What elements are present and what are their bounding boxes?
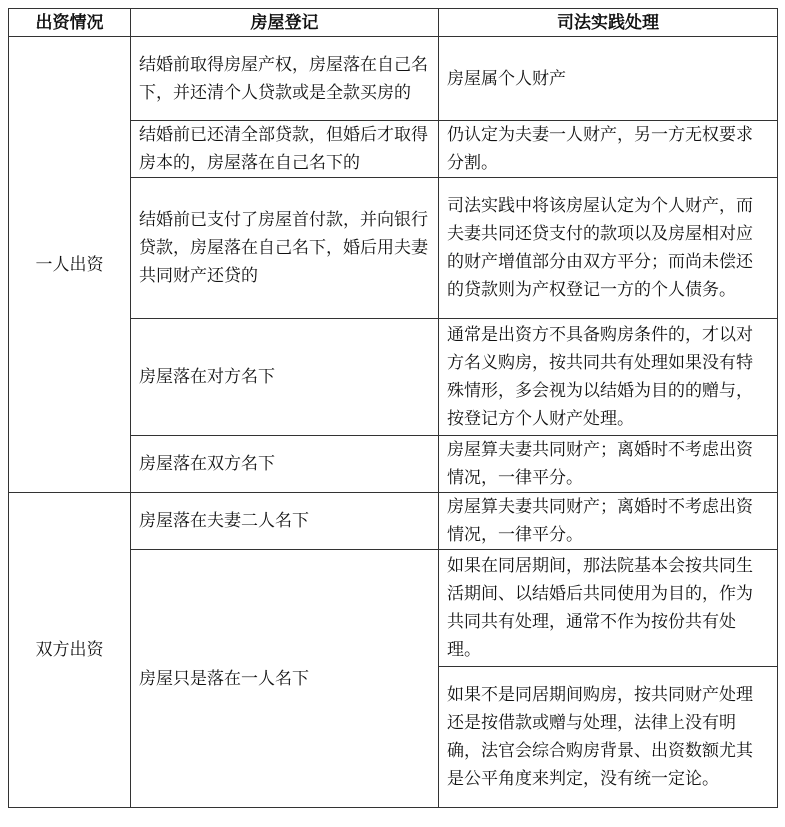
header-row: [9, 9, 778, 37]
table-row: [9, 37, 778, 121]
treatment-cell: 如果不是同居期间购房，按共同财产处理还是按借款或赠与处理，法律上没有明确，法官会综合购房背景、出资数额尤其是公平角度来判定，没有统一定论。: [439, 667, 778, 808]
registration-cell: 房屋落在对方名下: [131, 319, 439, 436]
table-row: [9, 493, 778, 550]
treatment-cell: 房屋算夫妻共同财产；离婚时不考虑出资情况，一律平分。: [439, 436, 778, 493]
treatment-cell: 通常是出资方不具备购房条件的，才以对方名义购房，按共同共有处理如果没有特殊情形，多会视为以结婚为目的的赠与，按登记方个人财产处理。: [439, 319, 778, 436]
treatment-cell: 房屋算夫妻共同财产；离婚时不考虑出资情况，一律平分。: [439, 493, 778, 550]
registration-cell: 结婚前已支付了房屋首付款，并向银行贷款，房屋落在自己名下，婚后用夫妻共同财产还贷的: [131, 178, 439, 319]
group-label-both: 双方出资: [9, 493, 131, 808]
registration-cell: 房屋只是落在一人名下: [131, 550, 439, 808]
header-treatment: 司法实践处理: [439, 9, 778, 37]
property-rules-table: [8, 8, 778, 808]
registration-cell: 结婚前已还清全部贷款，但婚后才取得房本的，房屋落在自己名下的: [131, 121, 439, 178]
treatment-cell: 仍认定为夫妻一人财产，另一方无权要求分割。: [439, 121, 778, 178]
group-label-single: 一人出资: [9, 37, 131, 493]
registration-cell: 结婚前取得房屋产权，房屋落在自己名下，并还清个人贷款或是全款买房的: [131, 37, 439, 121]
header-registration: 房屋登记: [131, 9, 439, 37]
treatment-cell: 房屋属个人财产: [439, 37, 778, 121]
treatment-cell: 如果在同居期间，那法院基本会按共同生活期间、以结婚后共同使用为目的，作为共同共有处理，通常不作为按份共有处理。: [439, 550, 778, 667]
registration-cell: 房屋落在双方名下: [131, 436, 439, 493]
registration-cell: 房屋落在夫妻二人名下: [131, 493, 439, 550]
treatment-cell: 司法实践中将该房屋认定为个人财产，而夫妻共同还贷支付的款项以及房屋相对应的财产增值部分由双方平分；而尚未偿还的贷款则为产权登记一方的个人债务。: [439, 178, 778, 319]
header-funding: 出资情况: [9, 9, 131, 37]
